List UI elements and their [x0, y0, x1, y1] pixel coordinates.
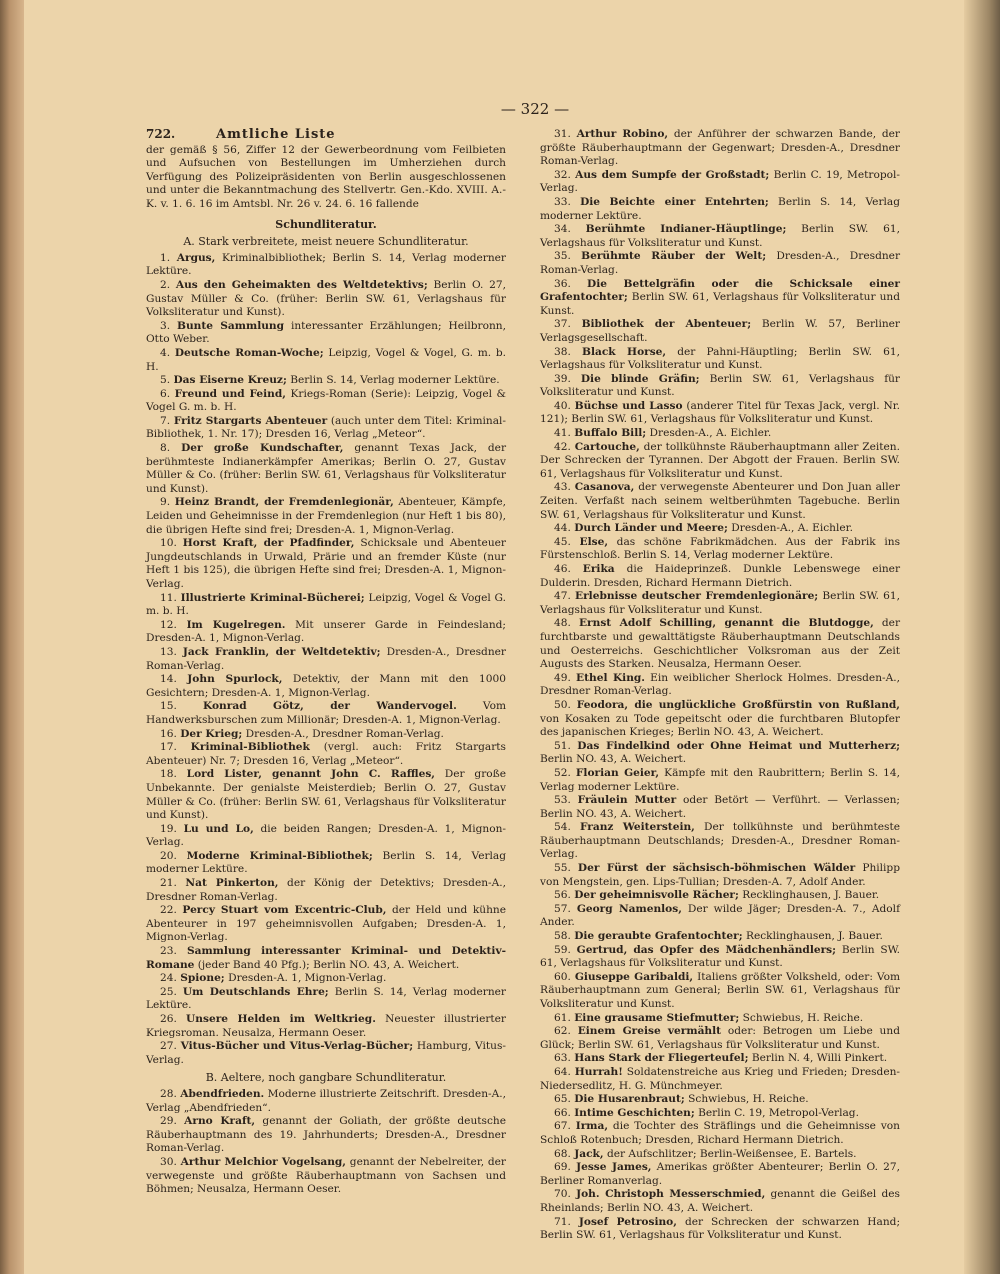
entry-title: Die Husarenbraut;: [574, 1093, 685, 1106]
list-entry: [540, 563, 900, 590]
entry-title: Fritz Stargarts Abenteuer: [173, 414, 328, 427]
list-entry: [540, 400, 900, 427]
entry-title: Franz Weiterstein,: [579, 821, 695, 834]
entry-title: Erika: [582, 563, 615, 575]
entry-number: 29.: [160, 1115, 185, 1128]
entry-number: 44.: [554, 522, 575, 535]
entry-title: Joh. Christoph Messerschmied,: [576, 1188, 766, 1201]
list-entry: [540, 481, 900, 522]
entry-title: Heinz Brandt, der Fremdenlegionär,: [174, 496, 394, 509]
entry-text: Italiens größter Volksheld, oder: Vom Räuberhauptmann zum General; Berlin SW. 61, Verlagshaus für Volksliteratur und Kunst.: [540, 970, 901, 1010]
entry-title: Vitus-Bücher und Vitus-Verlag-Bücher;: [180, 1040, 414, 1053]
list-entry: [540, 427, 900, 441]
list-entry: [540, 1148, 900, 1162]
entry-number: 10.: [160, 537, 183, 550]
entry-title: Der Krieg;: [180, 727, 243, 740]
right-column: [540, 128, 900, 1243]
entry-text: Der große Unbekannte. Der genialste Meisterdieb; Berlin O. 27, Gustav Müller & Co. (früher: Berlin SW. 61, Verlagshaus für Volksliteratur und Kunst).: [146, 768, 507, 822]
entry-text: Leipzig, Vogel & Vogel G. m. b. H.: [146, 591, 506, 618]
entry-number: 39.: [554, 372, 581, 385]
entry-number: 23.: [160, 945, 187, 958]
entry-title: Arthur Robino,: [576, 128, 669, 140]
entry-title: Jesse James,: [576, 1161, 652, 1174]
entry-text: Leipzig, Vogel & Vogel, G. m. b. H.: [146, 346, 506, 373]
entry-number: 57.: [554, 902, 577, 915]
entry-number: 61.: [554, 1011, 575, 1024]
entry-title: Hans Stark der Fliegerteufel;: [574, 1052, 749, 1065]
entry-text: Neuester illustrierter Kriegsroman. Neusalza, Hermann Oeser.: [146, 1013, 506, 1039]
entry-text: Schwiebus, H. Reiche.: [739, 1011, 864, 1024]
list-entry: [540, 1093, 900, 1107]
list-entry: [146, 496, 506, 537]
entry-title: Ethel King.: [576, 671, 645, 684]
entry-number: 4.: [160, 346, 175, 359]
entry-text: interessanter Erzählungen; Heilbronn, Otto Weber.: [146, 319, 506, 346]
list-entry: [540, 862, 900, 889]
entry-number: 16.: [160, 727, 181, 740]
list-entry: [540, 767, 900, 794]
entry-text: genannt Texas Jack, der berühmteste Indianerkämpfer Amerikas; Berlin O. 27, Gustav Müller & Co. (früher: Berlin SW. 61, Verlagshaus für Volksliteratur und Kunst).: [146, 442, 507, 495]
entry-title: Kriminal-Bibliothek: [190, 741, 310, 754]
entry-number: 30.: [160, 1155, 181, 1168]
list-entry: [146, 1115, 506, 1156]
entry-text: Berlin S. 14, Verlag moderner Lektüre.: [146, 985, 506, 1012]
entry-text: Berlin SW. 61, Verlagshaus für Volksliteratur und Kunst.: [540, 590, 900, 616]
page-edge: [964, 0, 1000, 1274]
entry-title: Percy Stuart vom Excentric-Club,: [182, 904, 387, 917]
entry-number: 21.: [160, 877, 186, 890]
entry-text: der Anführer der schwarzen Bande, der größte Räuberhauptmann der Gegenwart; Dresden-A., Dresdner Roman-Verlag.: [540, 128, 900, 168]
entry-title: Lu und Lo,: [183, 822, 254, 835]
list-entry: [540, 1025, 900, 1052]
entry-text: der Aufschlitzer; Berlin-Weißensee, E. Bartels.: [603, 1147, 857, 1160]
entry-number: 13.: [160, 645, 183, 658]
entry-title: Bibliothek der Abenteuer;: [581, 318, 752, 331]
list-entry: [146, 537, 506, 591]
entry-text: Dresden-A. 1, Mignon-Verlag.: [224, 972, 387, 985]
entry-number: 47.: [554, 590, 576, 603]
header-title: Amtliche Liste: [216, 127, 336, 142]
entry-text: Berlin S. 14, Verlag moderner Lektüre.: [286, 374, 500, 387]
entry-title: Jack Franklin, der Weltdetektiv;: [182, 645, 381, 658]
list-entry: [540, 794, 900, 821]
list-entry: [540, 278, 900, 319]
entry-title: Die Bettelgräfin oder die Schicksale einer Grafentochter;: [540, 277, 900, 304]
entry-title: Arthur Melchior Vogelsang,: [180, 1155, 346, 1168]
entry-number: 28.: [160, 1087, 181, 1100]
entry-text: von Kosaken zu Tode gepeitscht oder die furchtbaren Blutopfer des japanischen Krieges; Berlin NO. 43, A. Weichert.: [540, 712, 900, 739]
entry-number: 53.: [554, 794, 578, 807]
entry-number: 41.: [554, 427, 575, 440]
list-entry: [540, 346, 900, 373]
entry-title: John Spurlock,: [187, 673, 283, 686]
list-entry: [540, 169, 900, 196]
entry-title: Argus,: [176, 251, 216, 264]
list-entry: [146, 1013, 506, 1040]
list-entry: [540, 318, 900, 345]
intro-paragraph: der gemäß § 56, Ziffer 12 der Gewerbeordnung vom Feilbieten und Aufsuchen von Bestellungen im Umherziehen durch Verfügung des Polizeipräsidenten von Berlin ausgeschlossenen und unter die Bekanntmachung des Stellvertr. Gen.-Kdo. XVIII. A.-K. v. 1. 6. 16 im Amtsbl. Nr. 26 v. 24. 6. 16 fallende: [146, 143, 506, 210]
list-entry: [540, 250, 900, 277]
list-entry: [146, 347, 506, 374]
list-entry: [146, 728, 506, 742]
entry-text: Berlin N. 4, Willi Pinkert.: [748, 1052, 888, 1065]
entry-title: Fräulein Mutter: [577, 794, 677, 807]
entry-text: Dresden-A., A. Eichler.: [646, 427, 772, 440]
entry-text: Berlin W. 57, Berliner Verlagsgesellschaft.: [540, 318, 900, 344]
entry-number: 26.: [160, 1013, 187, 1025]
list-entry: [540, 196, 900, 223]
list-entry: [540, 1107, 900, 1121]
list-entry: [540, 740, 900, 767]
entries-a-list: [146, 252, 506, 1068]
entry-text: der verwegenste Abenteurer und Don Juan aller Zeiten. Verfaßt nach seinem weltberühmten Tagebuche. Berlin SW. 61, Verlagshaus für Volksliteratur und Kunst.: [540, 481, 900, 521]
header-number: 722.: [146, 127, 176, 141]
entry-number: 46.: [554, 563, 583, 575]
entry-text: Berlin O. 27, Gustav Müller & Co. (früher: Berlin SW. 61, Verlagshaus für Volksliteratur und Kunst).: [146, 278, 506, 319]
entry-number: 45.: [554, 535, 580, 548]
entry-number: 52.: [554, 766, 576, 779]
entry-title: Durch Länder und Meere;: [574, 522, 728, 535]
entry-text: Berlin S. 14, Verlag moderner Lektüre.: [146, 849, 507, 876]
list-entry: [540, 128, 900, 169]
entry-title: Jack,: [574, 1147, 604, 1160]
entry-text: Der tollkühnste und berühmteste Räuberhauptmann Deutschlands; Dresden-A., Dresdner Roman-Verlag.: [540, 821, 901, 861]
entry-text: Berlin SW. 61, Verlagshaus für Volksliteratur und Kunst.: [540, 223, 901, 249]
entry-number: 63.: [554, 1052, 575, 1065]
entry-title: Cartouche,: [574, 440, 640, 453]
list-entry: [146, 768, 506, 822]
entry-text: Dresden-A., Dresdner Roman-Verlag.: [242, 727, 444, 740]
entry-title: Der Fürst der sächsisch-böhmischen Wälder: [577, 862, 856, 875]
entry-text: Dresden-A., A. Eichler.: [727, 522, 853, 535]
entry-title: Moderne Kriminal-Bibliothek;: [186, 849, 373, 862]
list-entry: [540, 699, 900, 740]
list-entry: [540, 971, 900, 1012]
entry-number: 24.: [160, 972, 181, 985]
entry-number: 33.: [554, 195, 581, 208]
entry-title: Ernst Adolf Schilling, genannt die Blutdogge,: [578, 617, 874, 630]
entry-number: 6.: [160, 387, 175, 400]
entry-number: 71.: [554, 1215, 579, 1228]
entry-title: Irma,: [575, 1120, 609, 1133]
entry-number: 19.: [160, 822, 184, 835]
entry-text: das schöne Fabrikmädchen. Aus der Fabrik ins Fürstenschloß. Berlin S. 14, Verlag moderner Lektüre.: [540, 535, 901, 562]
list-entry: [146, 986, 506, 1013]
entry-number: 7.: [160, 414, 174, 427]
entry-text: der furchtbarste und gewalttätigste Räuberhauptmann Deutschlands und Oesterreichs. Geschichtlicher Volksroman aus der Zeit Augusts des Starken. Neusalza, Hermann Oeser.: [540, 617, 901, 671]
list-entry: [540, 590, 900, 617]
list-entry: [146, 592, 506, 619]
entry-title: Freund und Feind,: [174, 387, 286, 400]
entry-text: genannt der Nebelreiter, der verwegenste und größte Räuberhauptmann von Sachsen und Böhmen; Neusalza, Hermann Oeser.: [146, 1155, 506, 1196]
entry-number: 11.: [160, 591, 181, 604]
entry-title: Josef Petrosino,: [578, 1215, 677, 1228]
entry-title: Giuseppe Garibaldi,: [574, 970, 694, 983]
entry-number: 14.: [160, 673, 188, 686]
book-binding: [0, 0, 24, 1274]
list-entry: [540, 536, 900, 563]
entry-title: Um Deutschlands Ehre;: [182, 985, 329, 998]
list-entry: [146, 700, 506, 727]
list-entry: [540, 821, 900, 862]
left-column: [146, 128, 506, 1197]
entry-number: 69.: [554, 1161, 577, 1174]
list-entry: [146, 388, 506, 415]
entry-text: Berlin C. 19, Metropol-Verlag.: [540, 168, 901, 195]
entry-number: 8.: [160, 442, 182, 455]
entry-number: 5.: [160, 374, 174, 387]
entry-number: 49.: [554, 671, 577, 684]
entry-number: 56.: [554, 889, 575, 902]
list-entry: [540, 1120, 900, 1147]
list-entry: [146, 442, 506, 496]
entry-number: 51.: [554, 739, 578, 752]
list-entry: [146, 904, 506, 945]
entry-number: 54.: [554, 821, 580, 834]
list-entry: [540, 944, 900, 971]
entry-text: die Haideprinzeß. Dunkle Lebenswege einer Dulderin. Dresden, Richard Hermann Dietrich.: [540, 563, 901, 589]
page-number: — 322 —: [500, 100, 570, 118]
list-entry: [540, 1188, 900, 1215]
entry-number: 67.: [554, 1120, 576, 1133]
entry-number: 32.: [554, 168, 576, 181]
entry-text: Berlin NO. 43, A. Weichert.: [540, 753, 687, 766]
entry-number: 2.: [160, 278, 176, 291]
entry-number: 38.: [554, 345, 582, 358]
entry-title: Erlebnisse deutscher Fremdenlegionäre;: [575, 590, 819, 603]
list-entry: [540, 1052, 900, 1066]
entry-text: Dresden-A., Dresdner Roman-Verlag.: [146, 645, 506, 672]
entry-title: Aus den Geheimakten des Weltdetektivs;: [175, 278, 428, 291]
entry-number: 31.: [554, 128, 577, 140]
entry-text: Moderne illustrierte Zeitschrift. Dresden-A., Verlag „Abendfrieden“.: [146, 1087, 506, 1114]
entry-title: Eine grausame Stiefmutter;: [574, 1011, 740, 1024]
entry-text: die Tochter des Sträflings und die Geheimnisse von Schloß Rotenbuch; Dresden, Richard Hermann Dietrich.: [540, 1120, 901, 1146]
entry-number: 60.: [554, 970, 575, 983]
entry-text: (jeder Band 40 Pfg.); Berlin NO. 43, A. Weichert.: [194, 958, 460, 971]
entry-title: Büchse und Lasso: [574, 399, 683, 412]
list-entry: [540, 373, 900, 400]
entry-number: 70.: [554, 1188, 577, 1201]
entry-title: Buffalo Bill;: [574, 427, 647, 440]
entry-title: Die geraubte Grafentochter;: [574, 930, 743, 943]
entry-number: 42.: [554, 440, 575, 453]
entry-text: Schicksale und Abenteuer Jungdeutschlands in Urwald, Prärie und an fremder Küste (nur Heft 1 bis 125), die übrigen Hefte sind frei; Dresden-A. 1, Mignon-Verlag.: [146, 537, 506, 590]
entry-text: Kämpfe mit den Raubrittern; Berlin S. 14, Verlag moderner Lektüre.: [540, 766, 900, 793]
entry-title: Der große Kundschafter,: [181, 442, 344, 455]
entry-title: Intime Geschichten;: [574, 1106, 695, 1119]
list-entry: [146, 823, 506, 850]
entry-title: Casanova,: [574, 481, 635, 494]
section-title: Schundliteratur.: [275, 217, 377, 231]
list-entry: [146, 252, 506, 279]
entry-title: Bunte Sammlung: [177, 319, 285, 332]
entry-title: Abendfrieden.: [180, 1087, 265, 1100]
list-entry: [146, 673, 506, 700]
entry-text: Dresden-A., Dresdner Roman-Verlag.: [540, 250, 901, 276]
entry-title: Der geheimnisvolle Rächer;: [574, 889, 739, 902]
entry-text: genannt der Goliath, der größte deutsche Räuberhauptmann des 19. Jahrhunderts; Dresden-A., Dresdner Roman-Verlag.: [146, 1115, 506, 1155]
entry-text: Berlin C. 19, Metropol-Verlag.: [694, 1106, 859, 1119]
entry-text: Ein weiblicher Sherlock Holmes. Dresden-A., Dresdner Roman-Verlag.: [540, 671, 900, 698]
entry-title: Lord Lister, genannt John C. Raffles,: [186, 768, 435, 781]
entry-number: 34.: [554, 223, 586, 236]
entry-text: Mit unserer Garde in Feindesland; Dresden-A. 1, Mignon-Verlag.: [146, 618, 506, 645]
list-entry: [540, 1216, 900, 1243]
entry-text: (auch unter dem Titel: Kriminal-Bibliothek, 1. Nr. 17); Dresden 16, Verlag „Meteor“.: [146, 414, 506, 441]
entry-text: Berlin S. 14, Verlag moderner Lektüre.: [540, 195, 900, 222]
entry-title: Berühmte Indianer-Häuptlinge;: [585, 223, 787, 236]
list-entry: [146, 1040, 506, 1067]
entry-number: 48.: [554, 617, 579, 630]
entry-title: Unsere Helden im Weltkrieg.: [186, 1013, 376, 1025]
list-entry: [540, 617, 900, 671]
entry-number: 50.: [554, 698, 577, 711]
entries-b-left-list: [146, 1088, 506, 1197]
list-entry: [540, 889, 900, 903]
entry-title: Feodora, die unglückliche Großfürstin von Rußland,: [576, 698, 900, 711]
entry-text: Kriegs-Roman (Serie): Leipzig, Vogel & Vogel G. m. b. H.: [146, 387, 506, 414]
entry-title: Florian Geier,: [575, 766, 660, 779]
list-entry: [146, 1088, 506, 1115]
entry-title: Horst Kraft, der Pfadfinder,: [182, 537, 355, 550]
entry-title: Einem Greise vermählt: [577, 1025, 722, 1038]
list-entry: [146, 877, 506, 904]
list-entry: [540, 672, 900, 699]
list-entry: [146, 741, 506, 768]
entry-title: Berühmte Räuber der Welt;: [581, 250, 767, 263]
list-entry: [146, 945, 506, 972]
entry-text: der König der Detektivs; Dresden-A., Dresdner Roman-Verlag.: [146, 877, 506, 903]
entry-text: Detektiv, der Mann mit den 1000 Gesichtern; Dresden-A. 1, Mignon-Verlag.: [146, 673, 506, 699]
entry-text: genannt die Geißel des Rheinlands; Berlin NO. 43, A. Weichert.: [540, 1188, 900, 1214]
list-entry: [146, 415, 506, 442]
entry-text: Abenteuer, Kämpfe, Leiden und Geheimnisse in der Fremdenlegion (nur Heft 1 bis 80), die übrigen Hefte sind frei; Dresden-A. 1, Mignon-Verlag.: [146, 496, 506, 536]
entry-text: Berlin SW. 61, Verlagshaus für Volksliteratur und Kunst.: [540, 372, 900, 399]
list-entry: [146, 1156, 506, 1197]
entry-number: 20.: [160, 849, 187, 862]
entry-text: Der wilde Jäger; Dresden-A. 7., Adolf Ander.: [540, 902, 900, 929]
entry-number: 1.: [160, 251, 177, 264]
list-entry: [146, 619, 506, 646]
entry-text: Schwiebus, H. Reiche.: [684, 1093, 809, 1106]
document-header: [146, 128, 506, 142]
entry-title: Spione;: [180, 972, 225, 985]
entry-title: Das Eiserne Kreuz;: [173, 374, 287, 387]
entry-title: Die Beichte einer Entehrten;: [580, 195, 769, 208]
entry-title: Sammlung interessanter Kriminal- und Detektiv-Romane: [146, 945, 506, 971]
entry-number: 18.: [160, 768, 187, 781]
list-entry: [540, 1066, 900, 1093]
entry-title: Arno Kraft,: [184, 1115, 256, 1128]
entry-text: der Schrecken der schwarzen Hand; Berlin SW. 61, Verlagshaus für Volksliteratur und Kunst.: [540, 1215, 901, 1242]
entry-number: 17.: [160, 741, 191, 754]
entry-number: 12.: [160, 618, 187, 631]
entry-number: 43.: [554, 481, 575, 494]
entry-number: 3.: [160, 319, 178, 332]
entry-text: Amerikas größter Abenteurer; Berlin O. 27, Berliner Romanverlag.: [540, 1161, 900, 1187]
entry-number: 15.: [160, 700, 203, 713]
entry-text: Berlin SW. 61, Verlagshaus für Volksliteratur und Kunst.: [540, 943, 900, 970]
entry-text: Hamburg, Vitus-Verlag.: [146, 1040, 506, 1066]
entry-title: Nat Pinkerton,: [185, 877, 279, 890]
entry-number: 66.: [554, 1106, 575, 1119]
list-entry: [540, 441, 900, 482]
subsection-b-title: B. Aeltere, noch gangbare Schundliteratur.: [205, 1071, 447, 1085]
entry-title: Deutsche Roman-Woche;: [174, 346, 324, 359]
entry-text: Berlin SW. 61, Verlagshaus für Volksliteratur und Kunst.: [540, 291, 900, 317]
entry-title: Im Kugelregen.: [186, 618, 286, 631]
entry-title: Else,: [579, 535, 609, 548]
entry-text: Philipp von Mengstein, gen. Lips-Tullian; Dresden-A. 7, Adolf Ander.: [540, 862, 900, 888]
entry-number: 36.: [554, 277, 588, 290]
entry-title: Georg Namenlos,: [576, 902, 682, 915]
entry-text: oder Betört — Verführt. — Verlassen; Berlin NO. 43, A. Weichert.: [540, 794, 900, 820]
entry-text: der Held und kühne Abenteurer in 197 geheimnisvollen Aufgaben; Dresden-A. 1, Mignon-Verlag.: [146, 904, 506, 944]
subsection-a-title: A. Stark verbreitete, meist neuere Schundliteratur.: [183, 235, 469, 249]
entry-number: 55.: [554, 862, 578, 875]
list-entry: [540, 1012, 900, 1026]
list-entry: [540, 522, 900, 536]
entry-text: der tollkühnste Räuberhauptmann aller Zeiten. Der Schrecken der Tyrannen. Der Abgott der Frauen. Berlin SW. 61, Verlagshaus für Volksliteratur und Kunst.: [540, 440, 900, 480]
list-entry: [540, 223, 900, 250]
entry-title: Hurrah!: [574, 1065, 623, 1078]
list-entry: [540, 1161, 900, 1188]
entry-number: 22.: [160, 904, 183, 917]
entry-number: 27.: [160, 1040, 181, 1053]
entry-number: 62.: [554, 1025, 578, 1038]
entry-number: 64.: [554, 1065, 575, 1078]
entry-title: Black Horse,: [581, 345, 667, 358]
list-entry: [146, 850, 506, 877]
entry-text: Kriminalbibliothek; Berlin S. 14, Verlag moderner Lektüre.: [146, 251, 506, 278]
entry-number: 68.: [554, 1147, 575, 1160]
entry-number: 40.: [554, 399, 575, 412]
entry-text: Recklinghausen, J. Bauer.: [738, 889, 880, 902]
entry-number: 65.: [554, 1093, 575, 1106]
entry-number: 59.: [554, 943, 577, 956]
entry-title: Gertrud, das Opfer des Mädchenhändlers;: [576, 943, 837, 956]
list-entry: [146, 279, 506, 320]
entry-text: Vom Handwerksburschen zum Millionär; Dresden-A. 1, Mignon-Verlag.: [146, 700, 507, 726]
entry-text: (vergl. auch: Fritz Stargarts Abenteuer) Nr. 7; Dresden 16, Verlag „Meteor“.: [146, 741, 506, 767]
list-entry: [146, 646, 506, 673]
entry-text: (anderer Titel für Texas Jack, vergl. Nr. 121); Berlin SW. 61, Verlagshaus für Volksliteratur und Kunst.: [540, 399, 900, 426]
entry-text: Recklinghausen, J. Bauer.: [742, 930, 883, 943]
entry-number: 37.: [554, 318, 582, 331]
list-entry: [146, 320, 506, 347]
entries-b-right-list: [540, 128, 900, 1243]
list-entry: [540, 903, 900, 930]
list-entry: [146, 972, 506, 986]
entry-number: 9.: [160, 496, 175, 509]
entry-number: 25.: [160, 985, 183, 998]
entry-title: Aus dem Sumpfe der Großstadt;: [575, 168, 770, 181]
entry-number: 58.: [554, 930, 575, 943]
entry-text: die beiden Rangen; Dresden-A. 1, Mignon-Verlag.: [146, 822, 507, 849]
entry-number: 35.: [554, 250, 582, 263]
entry-text: oder: Betrogen um Liebe und Glück; Berlin SW. 61, Verlagshaus für Volksliteratur und Kunst.: [540, 1025, 900, 1051]
list-entry: [540, 930, 900, 944]
list-entry: [146, 374, 506, 388]
entry-title: Das Findelkind oder Ohne Heimat und Mutterherz;: [577, 739, 900, 752]
entry-title: Illustrierte Kriminal-Bücherei;: [180, 591, 365, 604]
entry-title: Konrad Götz, der Wandervogel.: [203, 700, 457, 713]
entry-title: Die blinde Gräfin;: [580, 372, 700, 385]
entry-text: Soldatenstreiche aus Krieg und Frieden; Dresden-Niedersedlitz, H. G. Münchmeyer.: [540, 1065, 900, 1092]
entry-text: der Pahni-Häuptling; Berlin SW. 61, Verlagshaus für Volksliteratur und Kunst.: [540, 345, 901, 372]
